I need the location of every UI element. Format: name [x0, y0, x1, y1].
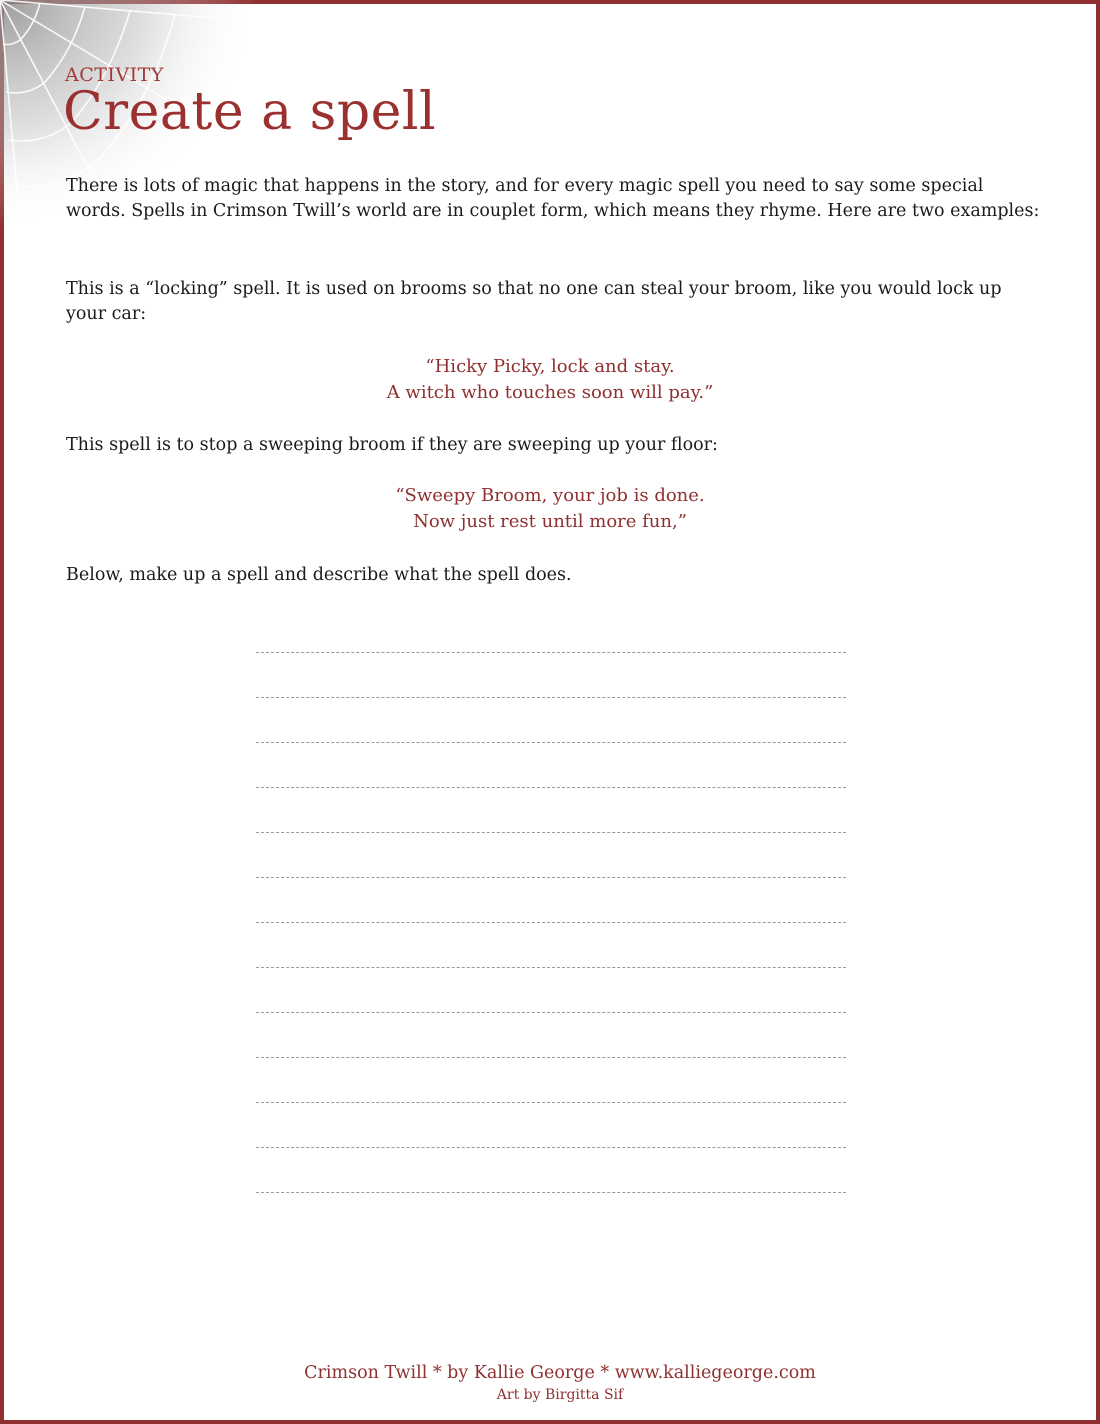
writing-line[interactable] — [256, 742, 846, 743]
writing-line[interactable] — [256, 967, 846, 968]
activity-label: ACTIVITY — [65, 64, 164, 86]
writing-line[interactable] — [256, 652, 846, 653]
writing-lines — [256, 652, 846, 1237]
example1-spell-line1: “Hicky Picky, lock and stay. — [425, 356, 675, 377]
example2-spell — [0, 483, 1100, 535]
example1-description: This is a “locking” spell. It is used on brooms so that no one can steal your broom, like you would lock up your car: — [66, 279, 1002, 324]
writing-line[interactable] — [256, 1147, 846, 1148]
intro-paragraph: There is lots of magic that happens in the story, and for every magic spell you need to say some special words. Spells in Crimson Twill’s world are in couplet form, which means they rhyme. Here are two examples: — [66, 176, 1040, 221]
writing-line[interactable] — [256, 697, 846, 698]
writing-line[interactable] — [256, 1012, 846, 1013]
page-title: Create a spell — [63, 82, 437, 142]
instruction-text: Below, make up a spell and describe what the spell does. — [66, 565, 572, 585]
example2-spell-line1: “Sweepy Broom, your job is done. — [395, 485, 705, 506]
writing-line[interactable] — [256, 832, 846, 833]
writing-line[interactable] — [256, 1057, 846, 1058]
writing-line[interactable] — [256, 877, 846, 878]
footer-credit: Crimson Twill * by Kallie George * www.kalliegeorge.com — [304, 1363, 816, 1383]
example1-spell — [0, 354, 1100, 406]
example2-spell-line2: Now just rest until more fun,” — [413, 511, 687, 532]
writing-line[interactable] — [256, 922, 846, 923]
example2-description: This spell is to stop a sweeping broom if they are sweeping up your floor: — [66, 435, 718, 455]
writing-line[interactable] — [256, 1102, 846, 1103]
writing-line[interactable] — [256, 1192, 846, 1193]
footer-art-credit: Art by Birgitta Sif — [496, 1387, 624, 1403]
example1-spell-line2: A witch who touches soon will pay.” — [386, 382, 714, 403]
writing-line[interactable] — [256, 787, 846, 788]
